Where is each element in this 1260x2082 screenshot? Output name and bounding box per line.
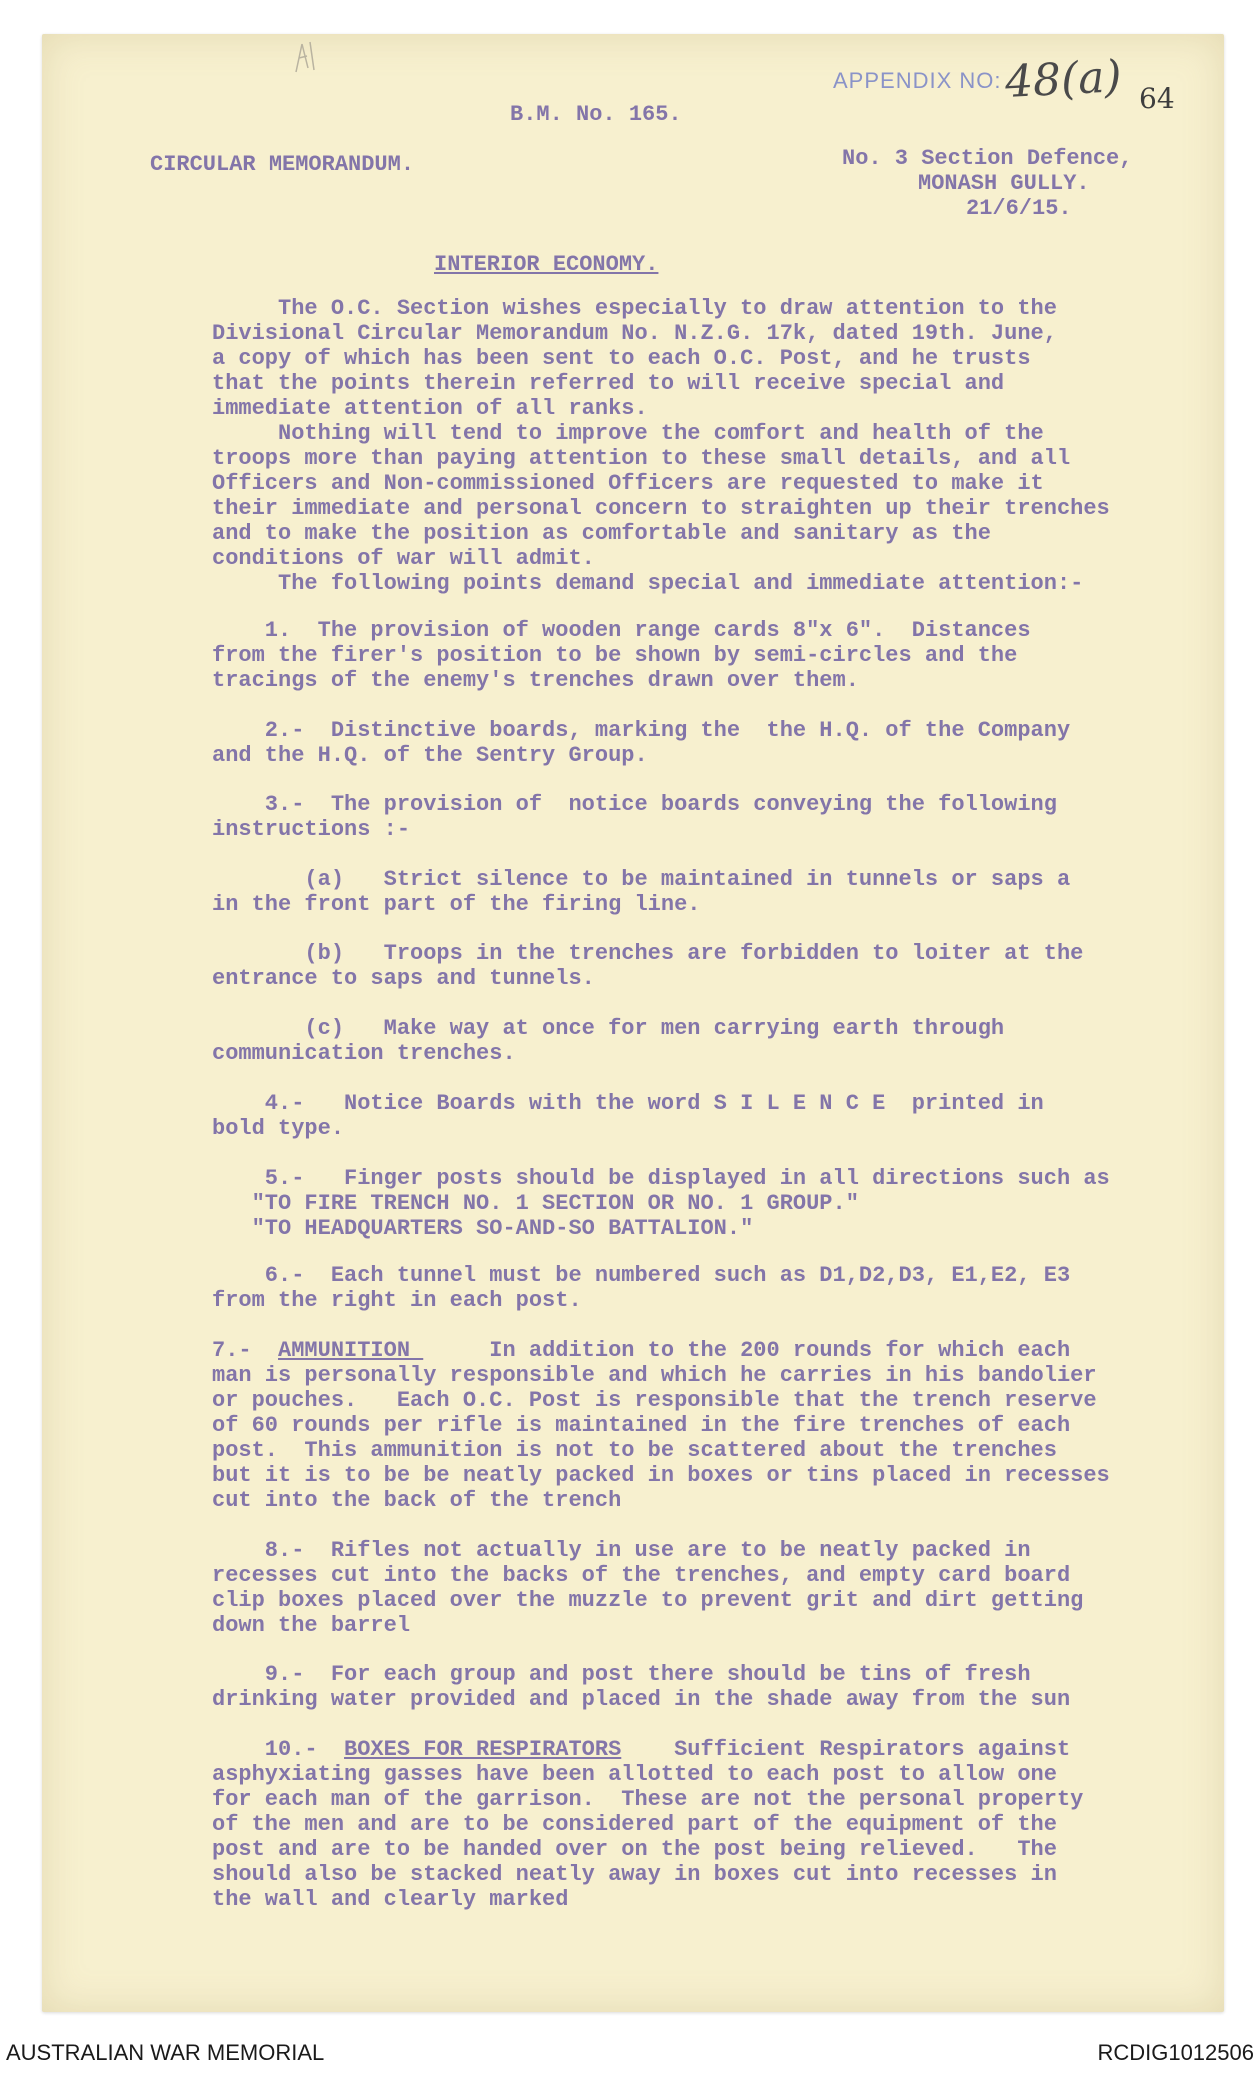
point-line: 3.- The provision of notice boards conveying the following [212,792,1057,817]
point-line: in the front part of the firing line. [212,892,701,917]
intro-line: a copy of which has been sent to each O.C. Post, and he trusts [212,346,1031,371]
point-10-first-line [212,1737,1070,1762]
intro-line: Officers and Non-commissioned Officers are requested to make it [212,471,1044,496]
point-line: of 60 rounds per rifle is maintained in the fire trenches of each [212,1413,1071,1438]
point-heading: AMMUNITION [278,1338,424,1363]
intro-line: and to make the position as comfortable and sanitary as the [212,521,991,546]
memo-title: INTERIOR ECONOMY. [434,252,659,277]
point-line: (c) Make way at once for men carrying earth through [212,1016,1005,1041]
point-line: 1. The provision of wooden range cards 8"x 6". Distances [212,618,1031,643]
point-text: Sufficient Respirators against [621,1737,1071,1762]
point-line: asphyxiating gasses have been allotted to each post to allow one [212,1762,1057,1787]
point-heading: BOXES FOR RESPIRATORS [344,1737,622,1762]
point-line: communication trenches. [212,1041,516,1066]
footer-archive-name: AUSTRALIAN WAR MEMORIAL [6,2040,325,2065]
point-line: the wall and clearly marked [212,1887,569,1912]
memo-type: CIRCULAR MEMORANDUM. [150,152,415,177]
memo-date: 21/6/15. [966,196,1072,221]
point-line: bold type. [212,1116,345,1141]
intro-line: Divisional Circular Memorandum No. N.Z.G. 17k, dated 19th. June, [212,321,1057,346]
footer-record-id: RCDIG1012506 [1097,2040,1254,2065]
unit-name: No. 3 Section Defence, [842,146,1133,171]
point-line: entrance to saps and tunnels. [212,966,595,991]
appendix-handwritten-number: 48(a) [1003,50,1123,109]
point-line: and the H.Q. of the Sentry Group. [212,743,648,768]
point-line: 9.- For each group and post there should be tins of fresh [212,1662,1031,1687]
memo-number: B.M. No. 165. [510,102,682,127]
point-line: 2.- Distinctive boards, marking the the H.Q. of the Company [212,718,1071,743]
point-line: drinking water provided and placed in the shade away from the sun [212,1687,1071,1712]
point-line: 8.- Rifles not actually in use are to be neatly packed in [212,1538,1031,1563]
point-line: clip boxes placed over the muzzle to prevent grit and dirt getting [212,1588,1084,1613]
point-line: post and are to be handed over on the post being relieved. The [212,1837,1057,1862]
point-line: (a) Strict silence to be maintained in tunnels or saps a [212,867,1071,892]
point-line: should also be stacked neatly away in boxes cut into recesses in [212,1862,1057,1887]
point-line: but it is to be be neatly packed in boxes or tins placed in recesses [212,1463,1110,1488]
appendix-stamp-label: APPENDIX NO: [833,68,1002,93]
point-line: "TO FIRE TRENCH NO. 1 SECTION OR NO. 1 GROUP." [212,1191,859,1216]
pencil-mark-icon [288,38,318,78]
point-line: post. This ammunition is not to be scattered about the trenches [212,1438,1057,1463]
point-line: cut into the back of the trench [212,1488,622,1513]
intro-line: Nothing will tend to improve the comfort and health of the [212,421,1044,446]
point-line: 4.- Notice Boards with the word S I L E N C E printed in [212,1091,1044,1116]
point-line: 5.- Finger posts should be displayed in all directions such as [212,1166,1110,1191]
point-line: "TO HEADQUARTERS SO-AND-SO BATTALION." [212,1216,754,1241]
point-line: 6.- Each tunnel must be numbered such as D1,D2,D3, E1,E2, E3 [212,1263,1071,1288]
intro-line: their immediate and personal concern to straighten up their trenches [212,496,1110,521]
point-line: from the right in each post. [212,1288,582,1313]
intro-line: immediate attention of all ranks. [212,396,648,421]
unit-location: MONASH GULLY. [918,171,1090,196]
point-line: or pouches. Each O.C. Post is responsible that the trench reserve [212,1388,1097,1413]
point-number: 7.- [212,1338,279,1363]
intro-line: The O.C. Section wishes especially to draw attention to the [212,296,1057,321]
intro-line: The following points demand special and immediate attention:- [212,571,1084,596]
point-line: tracings of the enemy's trenches drawn over them. [212,668,859,693]
point-line: down the barrel [212,1613,411,1638]
point-line: recesses cut into the backs of the trenches, and empty card board [212,1563,1071,1588]
point-line: instructions :- [212,817,411,842]
point-text: In addition to the 200 rounds for which each [423,1338,1071,1363]
point-line: from the firer's position to be shown by semi-circles and the [212,643,1018,668]
point-7-first-line [212,1338,1070,1363]
intro-line: troops more than paying attention to these small details, and all [212,446,1071,471]
point-number: 10.- [212,1737,345,1762]
point-line: (b) Troops in the trenches are forbidden to loiter at the [212,941,1084,966]
point-line: of the men and are to be considered part of the equipment of the [212,1812,1057,1837]
intro-line: that the points therein referred to will receive special and [212,371,1005,396]
point-line: for each man of the garrison. These are not the personal property [212,1787,1084,1812]
point-line: man is personally responsible and which he carries in his bandolier [212,1363,1097,1388]
page-number: 64 [1139,82,1175,115]
intro-line: conditions of war will admit. [212,546,595,571]
